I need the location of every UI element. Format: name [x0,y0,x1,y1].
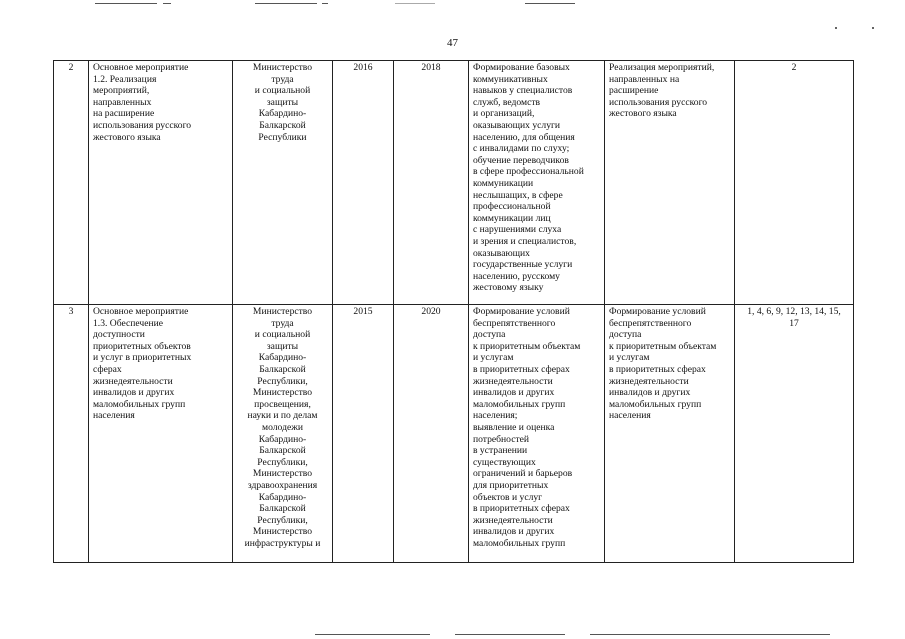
indicator-link-cell: 2 [735,61,854,305]
indicator-link-cell: 1, 4, 6, 9, 12, 13, 14, 15, 17 [735,305,854,563]
executor-cell: Министерство труда и социальной защиты Кабардино- Балкарской Республики, Министерство просвещения, науки и по делам молодежи Кабардино- Балкарской Республики, Министерство здравоохранения Кабардино- Балкарской Республики, Министерство инфраструктуры и [233,305,333,563]
start-year-cell: 2015 [333,305,394,563]
scan-artifact-line [455,634,565,635]
expected-result-cell: Формирование базовых коммуникативных навыков у специалистов служб, ведомств и организаций, оказывающих услуги населению, для общения с инвалидами по слуху; обучение переводчиков в сфере профессиональной коммуникации неслышащих, в сфере профессиональной коммуникации лиц с нарушениями слуха и зрения и специалистов, оказывающих государственные услуги населению, русскому жестовому языку [469,61,605,305]
end-year-cell: 2020 [394,305,469,563]
row-number-cell: 3 [54,305,89,563]
measure-name-cell: Основное мероприятие 1.3. Обеспечение доступности приоритетных объектов и услуг в приоритетных сферах жизнедеятельности инвалидов и других маломобильных групп населения [89,305,233,563]
start-year-cell: 2016 [333,61,394,305]
expected-result-cell: Формирование условий беспрепятственного доступа к приоритетным объектам и услугам в приоритетных сферах жизнедеятельности инвалидов и других маломобильных групп населения; выявление и оценка потребностей в устранении существующих ограничений и барьеров для приоритетных объектов и услуг в приоритетных сферах жизнедеятельности инвалидов и других маломобильных групп [469,305,605,563]
scan-artifact-dot [872,27,874,29]
executor-cell: Министерство труда и социальной защиты Кабардино- Балкарской Республики [233,61,333,305]
scan-artifact-line [590,634,830,635]
scan-artifact-line [322,3,328,4]
scan-artifact-dot [835,27,837,29]
scan-artifact-line [163,3,171,4]
row-number-cell: 2 [54,61,89,305]
scan-artifact-line [525,3,575,4]
scan-artifact-line [395,3,435,4]
table-row [54,305,854,563]
scan-artifact-line [255,3,317,4]
end-year-cell: 2018 [394,61,469,305]
table-row [54,61,854,305]
measure-name-cell: Основное мероприятие 1.2. Реализация мероприятий, направленных на расширение использования русского жестового языка [89,61,233,305]
scan-artifact-line [95,3,157,4]
scan-artifact-line [315,634,430,635]
program-measures-table [53,60,854,563]
consequence-cell: Формирование условий беспрепятственного доступа к приоритетным объектам и услугам в приоритетных сферах жизнедеятельности инвалидов и других маломобильных групп населения [605,305,735,563]
consequence-cell: Реализация мероприятий, направленных на расширение использования русского жестового языка [605,61,735,305]
page-number: 47 [447,37,458,49]
